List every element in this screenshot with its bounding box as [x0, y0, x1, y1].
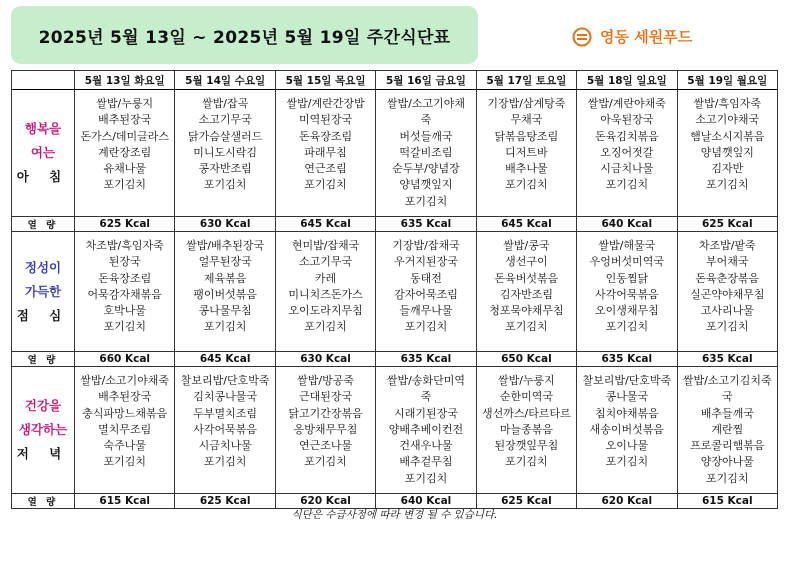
day-header: 5월 17일 토요일: [476, 71, 576, 90]
kcal-value: 625 Kcal: [677, 217, 777, 232]
dish-item: 감자어묵조림: [394, 287, 458, 301]
meal-label-line: 아 침: [16, 169, 70, 184]
dish-item: 우거지된장국: [394, 255, 458, 269]
dish-item: 소고기무국: [298, 255, 353, 269]
lunch-menu-cell: [275, 232, 375, 352]
kcal-value: 630 Kcal: [275, 352, 375, 367]
lunch-kcal-row: [12, 352, 778, 367]
day-header-row: [12, 71, 778, 90]
dish-item: 카레: [314, 271, 337, 285]
dish-item: 버섯들깨국: [399, 129, 453, 143]
dish-item: 순두부/양념장: [392, 162, 460, 176]
dish-item: 계란장조림: [98, 145, 152, 159]
dish-item: 차조밥/흑임자죽: [85, 239, 164, 252]
lunch-menu-cell: [175, 232, 275, 352]
dish-item: 포기김치: [203, 455, 247, 469]
dish-item: 김치콩나물국: [193, 390, 258, 404]
meal-label-line: 생각하는: [18, 422, 68, 437]
dish-item: 소고기무국: [198, 113, 252, 127]
dish-item: 멸치무조림: [98, 422, 152, 436]
breakfast-menu-cell: [175, 90, 275, 217]
dish-item: 생선구이: [505, 255, 548, 269]
dish-item: 콩자반조림: [198, 162, 252, 176]
dish-item: 옹방채무무침: [293, 422, 358, 436]
meal-label-line: 가득한: [24, 283, 62, 299]
kcal-value: 625 Kcal: [175, 494, 275, 509]
kcal-value: 650 Kcal: [476, 352, 576, 367]
dish-item: 쌀밥/소고기야채죽: [80, 374, 170, 387]
dish-item: 쌀밥/계란야채죽: [587, 97, 666, 110]
dish-item: 김자반: [711, 162, 744, 176]
dish-item: 양배추베이컨전: [388, 422, 464, 436]
dish-item: 파래무침: [304, 145, 347, 159]
dish-item: 포기김치: [505, 320, 548, 334]
dish-item: 쌀밥/누룽지: [96, 97, 154, 110]
dinner-menu-cell: [175, 367, 275, 494]
dish-item: 기장밥/삼계탕죽: [487, 97, 566, 110]
dish-item: 미역된장국: [298, 113, 353, 127]
kcal-value: 640 Kcal: [577, 217, 677, 232]
dish-item: 포기김치: [505, 178, 548, 192]
dish-item: 쌀밥/잡곡: [202, 97, 249, 110]
breakfast-kcal-row: [12, 217, 778, 232]
dish-item: 인동찜닭: [605, 271, 649, 285]
dish-item: 유채나물: [103, 162, 146, 176]
dish-item: 충식파망느채볶음: [82, 406, 168, 420]
dish-item: 호박나물: [103, 304, 146, 318]
dish-item: 포기김치: [103, 178, 146, 192]
dish-item: 부어채국: [706, 255, 749, 269]
dish-item: 포기김치: [304, 178, 347, 192]
brand-logo-icon: [572, 27, 592, 47]
dish-item: 배추된장국: [98, 113, 152, 127]
dish-item: 시래기된장국: [394, 406, 458, 420]
kcal-value: 620 Kcal: [577, 494, 677, 509]
dish-item: 찰보리밥/단호박죽: [180, 374, 270, 387]
dish-item: 제육볶음: [203, 271, 247, 285]
meal-label-line: 저 녁: [16, 446, 70, 461]
dish-item: 닭고기간장볶음: [288, 406, 363, 420]
meal-label-line: 여는: [30, 145, 56, 160]
dish-item: 포기김치: [404, 194, 448, 208]
dish-item: 오이나물: [605, 439, 649, 453]
dish-item: 차조밥/팥죽: [698, 239, 756, 252]
dish-item: 동태전: [410, 271, 442, 285]
page-title: 2025년 5월 13일 ~ 2025년 5월 19일 주간식단표: [11, 6, 478, 64]
dish-item: 국: [721, 390, 733, 404]
dish-item: 배추된장국: [98, 390, 152, 404]
lunch-menu-cell: [577, 232, 677, 352]
dish-item: 어묵감자채볶음: [87, 287, 162, 301]
meal-label-line: 정성이: [24, 259, 62, 275]
dish-item: 쌀밥/누룽지: [497, 374, 555, 387]
dish-item: 포기김치: [706, 471, 749, 485]
dish-item: 죽: [420, 390, 432, 404]
dish-item: 포기김치: [505, 455, 548, 469]
weekly-menu-table: [11, 70, 778, 509]
dish-item: 돈육버섯볶음: [494, 271, 559, 285]
dish-item: 콩나물국: [605, 390, 649, 404]
dish-item: 순한미역국: [499, 390, 553, 404]
dish-item: 근대된장국: [298, 390, 353, 404]
dish-item: 쌀밥/콩국: [503, 239, 550, 252]
dish-item: 쌀밥/방공죽: [297, 374, 354, 387]
brand: [572, 26, 692, 47]
corner-cell: [12, 71, 75, 90]
dish-item: 사각어묵볶음: [193, 422, 258, 436]
kcal-value: 635 Kcal: [577, 352, 677, 367]
day-header: 5월 19일 월요일: [677, 71, 777, 90]
dinner-row: [12, 367, 778, 494]
dish-item: 시금치나물: [198, 439, 252, 453]
dinner-menu-cell: [275, 367, 375, 494]
dish-item: 소고기야채국: [695, 113, 760, 127]
dish-item: 닭가슴살샐러드: [187, 129, 263, 143]
breakfast-menu-cell: [577, 90, 677, 217]
dish-item: 쌀밥/흑임자죽: [693, 97, 761, 110]
dish-item: 미니도시락김: [193, 145, 258, 159]
kcal-value: 625 Kcal: [476, 494, 576, 509]
dish-item: 포기김치: [706, 320, 749, 334]
dish-item: 포기김치: [605, 178, 649, 192]
dish-item: 돈육장조림: [98, 271, 152, 285]
dish-item: 포기김치: [404, 320, 448, 334]
dish-item: 배추들깨국: [700, 406, 754, 420]
dish-item: 포기김치: [103, 455, 146, 469]
dish-item: 팽이버섯볶음: [193, 287, 258, 301]
dish-item: 들깨무나물: [399, 304, 453, 318]
meal-label-line: 점 심: [16, 307, 70, 323]
lunch-menu-cell: [376, 232, 476, 352]
dish-item: 새송이버섯볶음: [589, 422, 665, 436]
kcal-label: 열 량: [12, 217, 75, 232]
footer-note: 식단은 수급사정에 따라 변경 될 수 있습니다.: [291, 509, 498, 521]
dish-item: 포기김치: [203, 178, 247, 192]
day-header: 5월 18일 일요일: [577, 71, 677, 90]
dish-item: 시금치나물: [600, 162, 654, 176]
kcal-value: 660 Kcal: [75, 352, 175, 367]
kcal-value: 635 Kcal: [376, 217, 476, 232]
dish-item: 양념깻잎지: [700, 145, 754, 159]
kcal-value: 620 Kcal: [275, 494, 375, 509]
meal-label-line: 행복을: [24, 121, 62, 136]
dish-item: 고사리나물: [700, 304, 754, 318]
brand-name: 영동 세원푸드: [600, 28, 693, 46]
dish-item: 미니치즈돈가스: [288, 287, 363, 301]
lunch-label: [12, 232, 75, 352]
dish-item: 햄날소시지볶음: [690, 129, 765, 143]
dinner-menu-cell: [677, 367, 777, 494]
breakfast-menu-cell: [476, 90, 576, 217]
lunch-row: [12, 232, 778, 352]
dish-item: 오이생채무침: [594, 304, 659, 318]
kcal-value: 645 Kcal: [175, 352, 275, 367]
dish-item: 현미밥/잡채국: [291, 239, 360, 252]
dish-item: 쌀밥/해물국: [598, 239, 656, 252]
dish-item: 기장밥/잡채국: [392, 239, 460, 252]
dinner-label: [12, 367, 75, 494]
day-header: 5월 15일 목요일: [275, 71, 375, 90]
dish-item: 프로콜리햄볶음: [690, 439, 765, 453]
dish-item: 찰보리밥/단호박죽: [582, 374, 672, 387]
day-header: 5월 13일 화요일: [75, 71, 175, 90]
dish-item: 돈육김치볶음: [594, 129, 659, 143]
meal-label-line: 건강을: [24, 398, 62, 413]
kcal-value: 625 Kcal: [75, 217, 175, 232]
breakfast-menu-cell: [677, 90, 777, 217]
dish-item: 포기김치: [304, 455, 347, 469]
dish-item: 닭볶음탕조림: [494, 129, 559, 143]
dinner-menu-cell: [75, 367, 175, 494]
dish-item: 포기김치: [103, 320, 146, 334]
dish-item: 된장깻잎무침: [494, 439, 559, 453]
kcal-label: 열 량: [12, 352, 75, 367]
kcal-label: 열 량: [12, 494, 75, 509]
dish-item: 포기김치: [605, 455, 649, 469]
kcal-value: 640 Kcal: [376, 494, 476, 509]
dish-item: 김자반조림: [499, 287, 553, 301]
breakfast-row: [12, 90, 778, 217]
dish-item: 포기김치: [706, 178, 749, 192]
dinner-menu-cell: [476, 367, 576, 494]
dish-item: 양장아나물: [700, 455, 754, 469]
breakfast-menu-cell: [275, 90, 375, 217]
dish-item: 오이도라지무침: [288, 304, 363, 318]
breakfast-menu-cell: [376, 90, 476, 217]
dish-item: 콩나물무침: [198, 304, 252, 318]
dish-item: 쌀밥/계란간장밥: [286, 97, 365, 110]
dish-item: 포기김치: [404, 471, 448, 485]
dish-item: 양념깻잎지: [399, 178, 453, 192]
day-header: 5월 16일 금요일: [376, 71, 476, 90]
dinner-menu-cell: [376, 367, 476, 494]
dish-item: 돈육장조림: [298, 129, 353, 143]
dish-item: 연근조나물: [298, 439, 353, 453]
kcal-value: 645 Kcal: [275, 217, 375, 232]
dish-item: 돈육춘장볶음: [695, 271, 760, 285]
lunch-menu-cell: [476, 232, 576, 352]
dish-item: 포기김치: [203, 320, 247, 334]
dish-item: 쌀밥/소고기김치죽: [682, 374, 772, 387]
dish-item: 생선까스/타르타르: [482, 406, 571, 420]
dish-item: 청포묵야채무침: [489, 304, 564, 318]
dish-item: 디저트바: [505, 145, 548, 159]
dish-item: 된장국: [108, 255, 141, 269]
dish-item: 얼무된장국: [198, 255, 252, 269]
dish-item: 연근조림: [304, 162, 347, 176]
dish-item: 죽: [420, 113, 432, 127]
dish-item: 두부멸치조림: [193, 406, 258, 420]
dish-item: 돈가스/데미글라스: [80, 129, 170, 143]
lunch-menu-cell: [75, 232, 175, 352]
dinner-menu-cell: [577, 367, 677, 494]
dish-item: 쌀밥/송화단미역: [386, 374, 466, 387]
kcal-value: 615 Kcal: [75, 494, 175, 509]
dish-item: 건새우나물: [399, 439, 453, 453]
breakfast-menu-cell: [75, 90, 175, 217]
breakfast-label: [12, 90, 75, 217]
dish-item: 우엉버섯미역국: [589, 255, 665, 269]
dish-item: 배추나물: [505, 162, 548, 176]
kcal-value: 635 Kcal: [677, 352, 777, 367]
dish-item: 떡갈비조림: [399, 145, 453, 159]
dish-item: 쌀밥/소고기야채: [386, 97, 466, 110]
kcal-value: 635 Kcal: [376, 352, 476, 367]
dish-item: 오징어젓갈: [600, 145, 654, 159]
dish-item: 숙주나물: [103, 439, 146, 453]
kcal-value: 630 Kcal: [175, 217, 275, 232]
dish-item: 배추겉무침: [399, 455, 453, 469]
dish-item: 계란찜: [711, 422, 744, 436]
dish-item: 무채국: [510, 113, 543, 127]
dish-item: 쌀밥/배추된장국: [186, 239, 265, 252]
lunch-menu-cell: [677, 232, 777, 352]
kcal-value: 645 Kcal: [476, 217, 576, 232]
dish-item: 침치야채볶음: [594, 406, 659, 420]
dish-item: 마늘종볶음: [499, 422, 553, 436]
dish-item: 사각어묵볶음: [594, 287, 659, 301]
kcal-value: 615 Kcal: [677, 494, 777, 509]
dish-item: 포기김치: [304, 320, 347, 334]
dish-item: 실곤약야채무침: [690, 287, 765, 301]
dish-item: 포기김치: [605, 320, 649, 334]
dish-item: 아욱된장국: [600, 113, 654, 127]
day-header: 5월 14일 수요일: [175, 71, 275, 90]
